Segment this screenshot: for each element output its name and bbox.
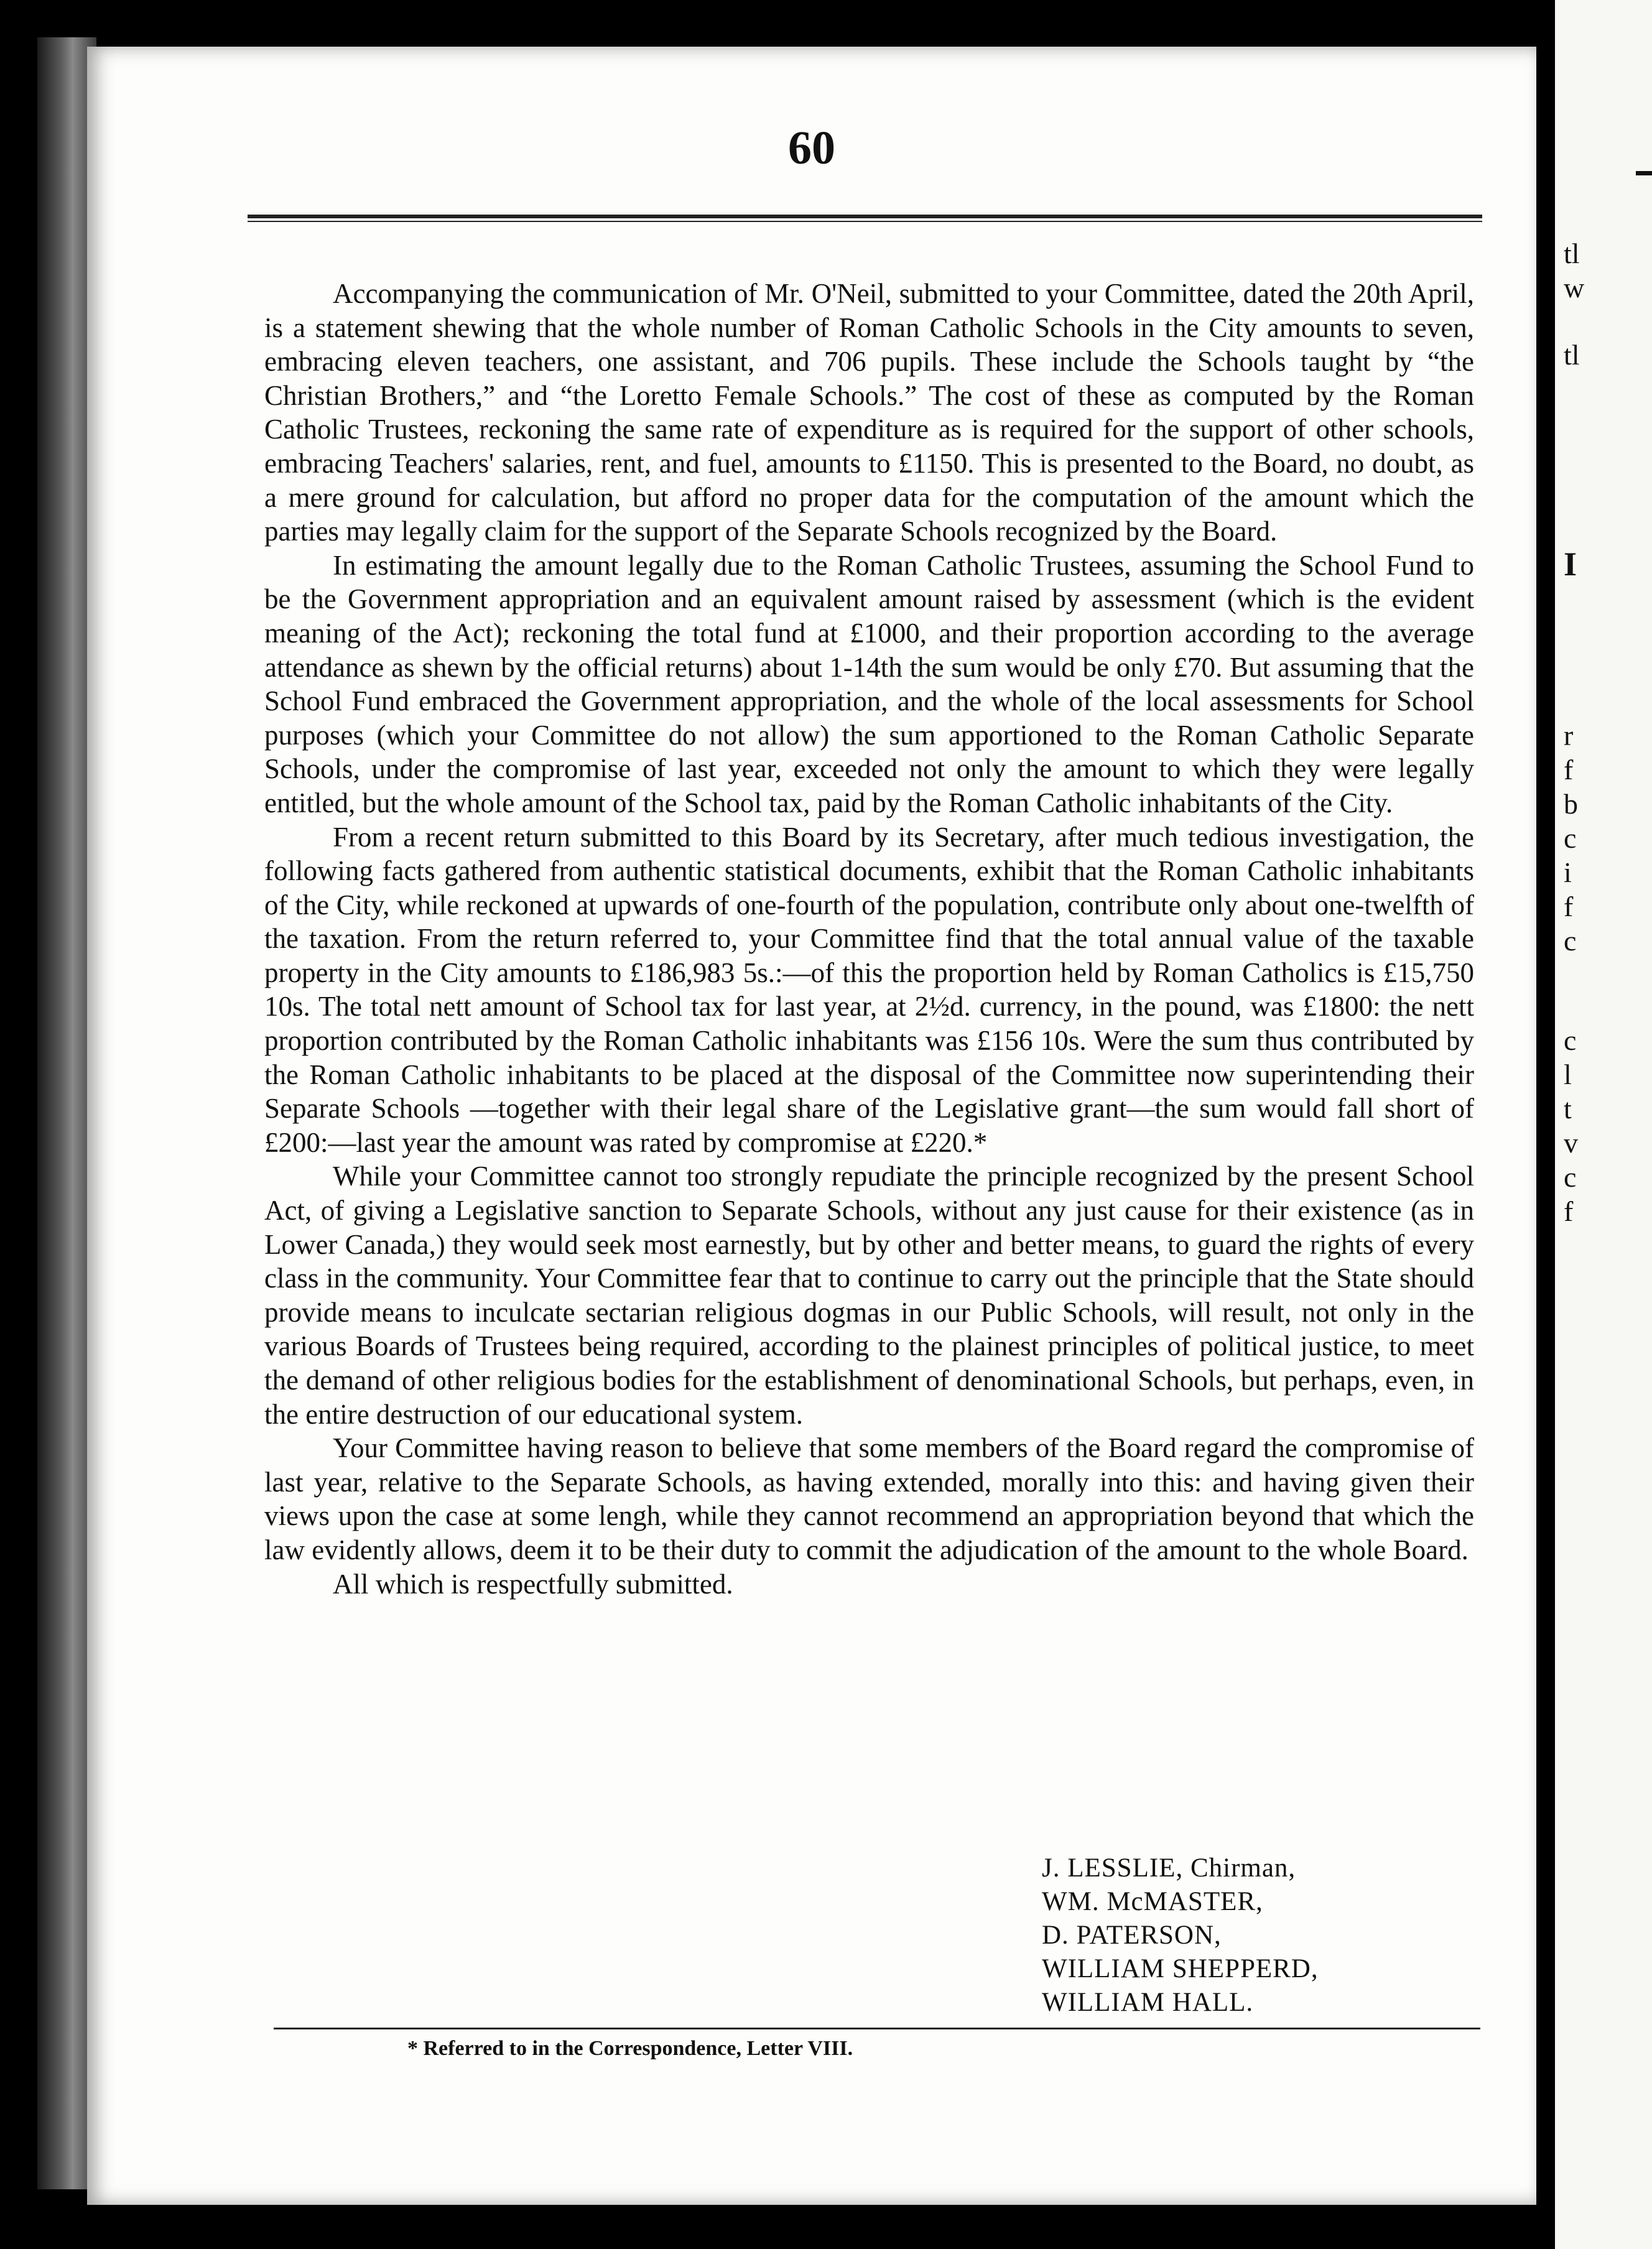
adjacent-page-fragment: t xyxy=(1564,1093,1572,1124)
footnote-rule xyxy=(274,2028,1480,2029)
adjacent-page-fragment: c xyxy=(1564,822,1577,854)
adjacent-page-fragment: f xyxy=(1564,1195,1574,1227)
adjacent-page-fragment: v xyxy=(1564,1127,1578,1159)
page-gutter xyxy=(1536,0,1555,2249)
adjacent-page-edge xyxy=(1555,0,1652,2249)
adjacent-page-fragment: tl xyxy=(1564,238,1580,269)
closing-line: All which is respectfully submitted. xyxy=(333,1568,733,1600)
adjacent-page-fragment: l xyxy=(1564,1059,1572,1090)
page-number: 60 xyxy=(788,122,835,174)
adjacent-page-fragment: b xyxy=(1564,788,1578,820)
adjacent-page-fragment: tl xyxy=(1564,339,1580,371)
signatory: WM. McMASTER, xyxy=(1042,1887,1263,1916)
signatory: J. LESSLIE, Chirman, xyxy=(1042,1853,1296,1883)
adjacent-page-fragment: I xyxy=(1564,545,1577,583)
paragraph: Your Committee having reason to believe that some members of the Board regard the compromise of last year, relative to the Separate Schools, as having extended, morally into this: and having given their views upon the case at some lengh, while they cannot recommend an appropriation beyond that which the law evidently allows, deem it to be their duty to commit the adjudication of the amount to the whole Board. xyxy=(264,1432,1474,1565)
header-rule xyxy=(248,215,1482,222)
adjacent-page-fragment: f xyxy=(1564,891,1574,922)
adjacent-page-fragment: c xyxy=(1564,1161,1577,1193)
document-page xyxy=(87,47,1536,2205)
adjacent-page-fragment: f xyxy=(1564,754,1574,786)
signatory: D. PATERSON, xyxy=(1042,1921,1222,1950)
signatory: WILLIAM HALL. xyxy=(1042,1988,1254,2017)
adjacent-rule-mark xyxy=(1636,171,1652,175)
adjacent-page-fragment: c xyxy=(1564,925,1577,957)
paragraph: In estimating the amount legally due to the Roman Catholic Trustees, assuming the School Fund to be the Government appropriation and an equivalent amount raised by assessment (which is the evident meaning of the Act); reckoning the total fund at £1000, and their proportion according to the average attendance as shewn by the official returns) about 1-14th the sum would be only £70. But assuming that the School Fund embraced the Government appropriation, and the whole of the local assessments for School purposes (which your Committee do not allow) the sum apportioned to the Roman Catholic Separate Schools, under the compromise of last year, exceeded not only the amount to which they were legally entitled, but the whole amount of the School tax, paid by the Roman Catholic inhabitants of the City. xyxy=(264,549,1474,818)
signature-block xyxy=(1042,1852,1319,2019)
adjacent-page-fragment: i xyxy=(1564,856,1572,888)
paragraph: From a recent return submitted to this Board by its Secretary, after much tedious investigation, the following facts gathered from authentic statistical documents, exhibit that the Roman Catholic inhabitants of the City, while reckoned at upwards of one-fourth of the population, contribute only about one-twelfth of the taxation. From the return referred to, your Committee find that the total annual value of the taxable property in the City amounts to £186,983 5s.:—of this the proportion held by Roman Catholics is £15,750 10s. The total nett amount of School tax for last year, at 2½d. currency, in the pound, was £1800: the nett proportion contributed by the Roman Catholic inhabitants was £156 10s. Were the sum thus contributed by the Roman Catholic inhabitants to be placed at the disposal of the Committee now superintending their Separate Schools —together with their legal share of the Legislative grant—the sum would fall short of £200:—last year the amount was rated by compromise at £220.* xyxy=(264,821,1474,1158)
adjacent-page-fragment: r xyxy=(1564,720,1574,751)
adjacent-page-fragment: c xyxy=(1564,1024,1577,1056)
paragraph: Accompanying the communication of Mr. O'Neil, submitted to your Committee, dated the 20th April, is a statement shewing that the whole number of Roman Catholic Schools in the City amounts to seven, embracing eleven teachers, one assistant, and 706 pupils. These include the Schools taught by “the Christian Brothers,” and “the Loretto Female Schools.” The cost of these as computed by the Roman Catholic Trustees, reckoning the same rate of expenditure as is required for the support of other schools, embracing Teachers' salaries, rent, and fuel, amounts to £1150. This is presented to the Board, no doubt, as a mere ground for calculation, but afford no proper data for the computation of the amount which the parties may legally claim for the support of the Separate Schools recognized by the Board. xyxy=(264,278,1474,547)
signatory: WILLIAM SHEPPERD, xyxy=(1042,1954,1319,1983)
paragraph: While your Committee cannot too strongly repudiate the principle recognized by the present School Act, of giving a Legislative sanction to Separate Schools, without any just cause for their existence (as in Lower Canada,) they would seek most earnestly, but by other and better means, to guard the rights of every class in the community. Your Committee fear that to continue to carry out the principle that the State should provide means to inculcate sectarian religious dogmas in our Public Schools, will result, not only in the various Boards of Trustees being required, according to the plainest principles of political justice, to meet the demand of other religious bodies for the establishment of denominational Schools, but perhaps, even, in the entire destruction of our educational system. xyxy=(264,1161,1474,1430)
footnote: * Referred to in the Correspondence, Letter VIII. xyxy=(407,2037,853,2060)
adjacent-page-fragment: w xyxy=(1564,272,1585,304)
body-text xyxy=(264,277,1474,1601)
